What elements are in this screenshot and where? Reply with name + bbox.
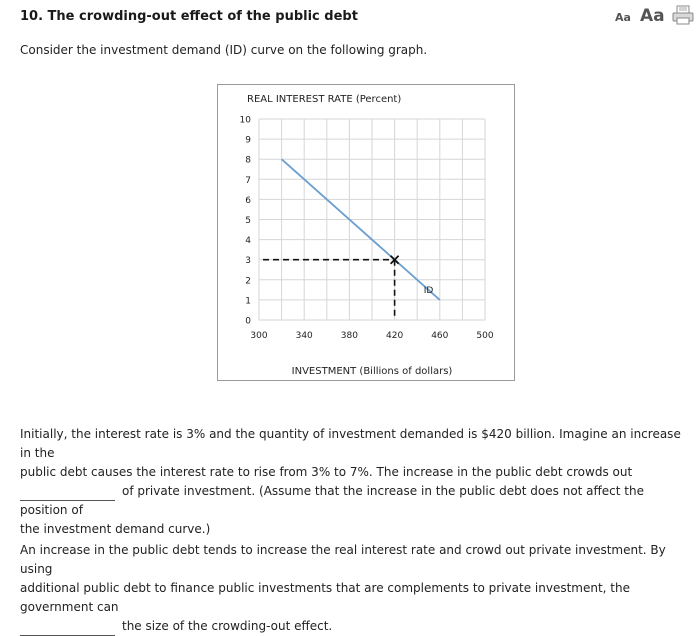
x-tick-label: 500 bbox=[476, 331, 494, 341]
crowding-out-amount-dropdown[interactable] bbox=[20, 487, 115, 501]
printer-icon[interactable] bbox=[672, 5, 694, 25]
paragraph-1-line-3: of private investment. (Assume that the increase in the public debt does not affect the position of bbox=[20, 484, 644, 517]
y-tick-label: 8 bbox=[245, 155, 251, 166]
y-tick-label: 0 bbox=[245, 316, 251, 327]
y-tick-label: 5 bbox=[245, 216, 251, 226]
x-tick-label: 380 bbox=[340, 331, 358, 341]
decrease-font-button[interactable]: Aa bbox=[615, 11, 631, 24]
increase-font-button[interactable]: Aa bbox=[640, 6, 665, 26]
graph-panel bbox=[217, 84, 515, 381]
x-tick-label: 420 bbox=[386, 331, 404, 341]
y-tick-label: 1 bbox=[245, 296, 251, 307]
paragraph-1-line-4: the investment demand curve.) bbox=[20, 522, 211, 536]
y-axis-label: REAL INTEREST RATE (Percent) bbox=[247, 94, 402, 105]
x-tick-label: 460 bbox=[431, 331, 449, 341]
paragraph-2-line-3: the size of the crowding-out effect. bbox=[122, 619, 333, 633]
y-tick-label: 9 bbox=[245, 135, 251, 146]
y-tick-label: 4 bbox=[245, 236, 251, 247]
y-tick-label: 7 bbox=[245, 175, 251, 186]
x-tick-label: 340 bbox=[295, 331, 313, 341]
id-curve-label: ID bbox=[423, 285, 434, 296]
question-paragraph-1 bbox=[20, 425, 685, 539]
y-tick-label: 6 bbox=[245, 195, 251, 206]
y-tick-label: 3 bbox=[245, 256, 251, 267]
question-paragraph-2 bbox=[20, 541, 685, 636]
investment-demand-chart bbox=[218, 85, 516, 382]
paragraph-2-line-1: An increase in the public debt tends to increase the real interest rate and crowd out private investment. By using bbox=[20, 543, 666, 576]
y-tick-label: 10 bbox=[239, 115, 251, 126]
question-title: 10. The crowding-out effect of the public debt bbox=[20, 9, 358, 24]
crowding-out-effect-dropdown[interactable] bbox=[20, 622, 115, 636]
paragraph-1-line-1: Initially, the interest rate is 3% and the quantity of investment demanded is $420 billion. Imagine an increase in the bbox=[20, 427, 681, 460]
intro-text: Consider the investment demand (ID) curve on the following graph. bbox=[20, 43, 428, 57]
y-tick-label: 2 bbox=[245, 276, 251, 287]
x-axis-label: INVESTMENT (Billions of dollars) bbox=[291, 366, 453, 377]
id-curve-line bbox=[282, 159, 440, 300]
paragraph-2-line-2: additional public debt to finance public investments that are complements to private investment, the government can bbox=[20, 581, 631, 614]
x-tick-label: 300 bbox=[250, 331, 268, 341]
paragraph-1-line-2: public debt causes the interest rate to rise from 3% to 7%. The increase in the public debt crowds out bbox=[20, 465, 633, 479]
